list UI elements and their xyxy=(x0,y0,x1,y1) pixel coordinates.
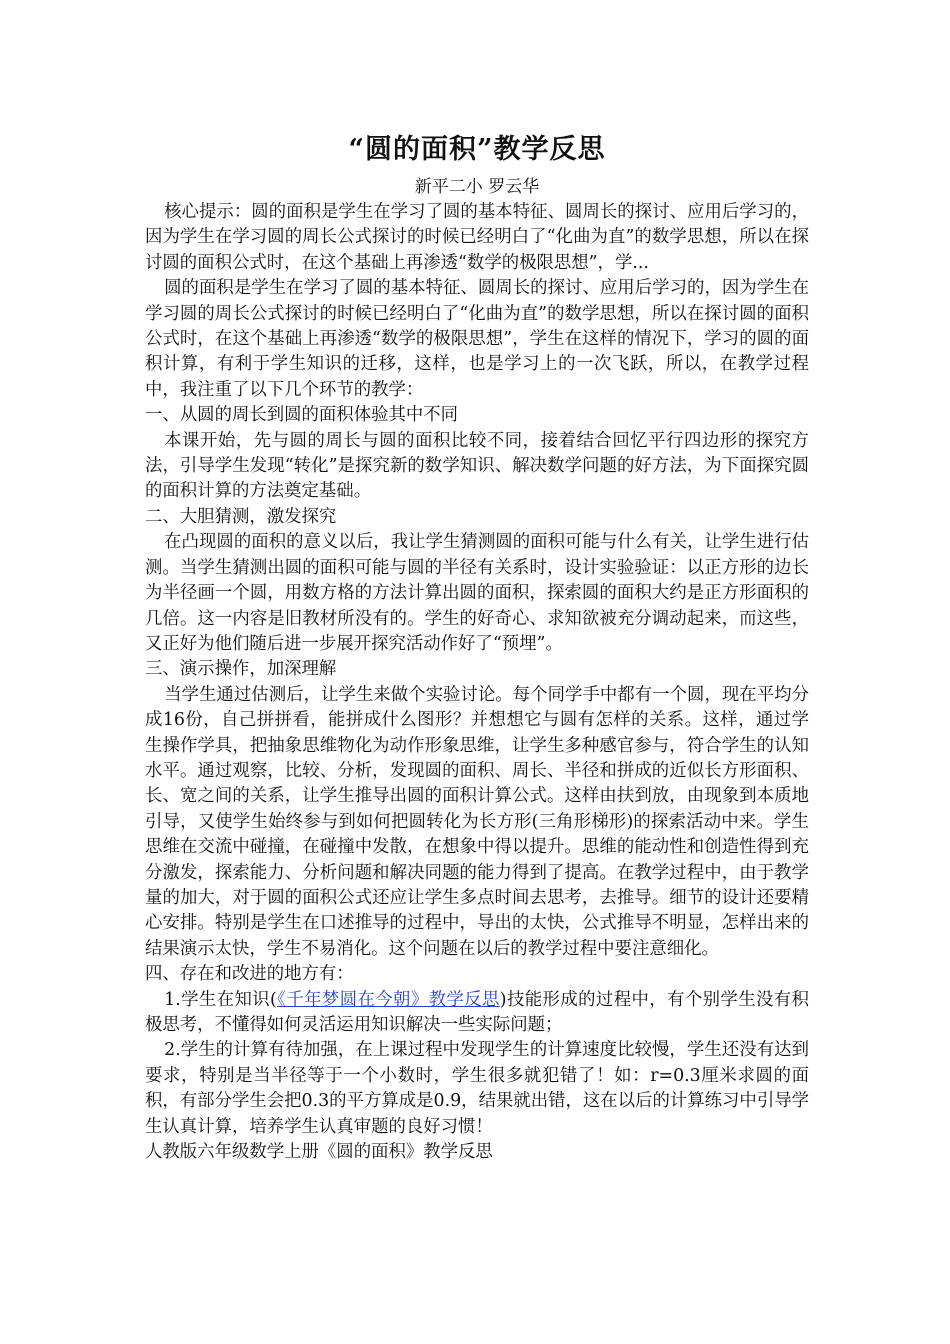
intro-paragraph: 圆的面积是学生在学习了圆的基本特征、圆周长的探讨、应用后学习的，因为学生在学习圆的周长公式探讨的时候已经明白了“化曲为直”的数学思想，所以在探讨圆的面积公式时，在这个基础上再渗透“数学的极限思想”，学生在这样的情况下，学习的圆的面积计算，有利于学生知识的迁移，这样，也是学习上的一次飞跃，所以，在教学过程中，我注重了以下几个环节的教学： xyxy=(145,278,809,400)
section-1-body: 本课开始，先与圆的周长与圆的面积比较不同，接着结合回忆平行四边形的探究方法，引导学生发现“转化”是探究新的数学知识、解决数学问题的好方法，为下面探究圆的面积计算的方法奠定基础。 xyxy=(145,430,809,502)
related-article-link[interactable]: 《千年梦圆在今朝》教学反思 xyxy=(276,989,500,1010)
document-body xyxy=(145,128,809,1165)
improvement-item-1 xyxy=(145,988,809,1039)
improvement-item-2: 2.学生的计算有待加强，在上课过程中发现学生的计算速度比较慢，学生还没有达到要求，特别是当半径等于一个小数时，学生很多就犯错了！如：r=0.3厘米求圆的面积，有部分学生会把0.3的平方算成是0.9，结果就出错，这在以后的计算练习中引导学生认真计算，培养学生认真审题的良好习惯！ xyxy=(145,1040,809,1137)
summary-paragraph: 核心提示：圆的面积是学生在学习了圆的基本特征、圆周长的探讨、应用后学习的，因为学生在学习圆的周长公式探讨的时候已经明白了“化曲为直”的数学思想，所以在探讨圆的面积公式时，在这个基础上再渗透“数学的极限思想”，学... xyxy=(145,202,809,273)
section-3-body: 当学生通过估测后，让学生来做个实验讨论。每个同学手中都有一个圆，现在平均分成16份，自己拼拼看，能拼成什么图形？并想想它与圆有怎样的关系。这样，通过学生操作学具，把抽象思维物化为动作形象思维，让学生多种感官参与，符合学生的认知水平。通过观察，比较、分析，发现圆的面积、周长、半径和拼成的近似长方形面积、长、宽之间的关系，让学生推导出圆的面积计算公式。这样由扶到放，由现象到本质地引导，又使学生始终参与到如何把圆转化为长方形(三角形梯形)的探索活动中来。学生思维在交流中碰撞，在碰撞中发散，在想象中得以提升。思维的能动性和创造性得到充分激发，探索能力、分析问题和解决同题的能力得到了提高。在教学过程中，由于教学量的加大，对于圆的面积公式还应让学生多点时间去思考，去推导。细节的设计还要精心安排。特别是学生在口述推导的过程中，导出的太快，公式推导不明显，怎样出来的结果演示太快，学生不易消化。这个问题在以后的教学过程中要注意细化。 xyxy=(145,684,809,959)
section-2-body: 在凸现圆的面积的意义以后，我让学生猜测圆的面积可能与什么有关，让学生进行估测。当学生猜测出圆的面积可能与圆的半径有关系时，设计实验验证：以正方形的边长为半径画一个圆，用数方格的方法计算出圆的面积，探索圆的面积大约是正方形面积的几倍。这一内容是旧教材所没有的。学生的好奇心、求知欲被充分调动起来，而这些，又正好为他们随后进一步展开探究活动作好了“预埋”。 xyxy=(145,532,809,654)
document-footer-line: 人教版六年级数学上册《圆的面积》教学反思 xyxy=(145,1142,493,1163)
section-1-heading: 一、从圆的周长到圆的面积体验其中不同 xyxy=(145,405,459,426)
document-title: “圆的面积”教学反思 xyxy=(348,134,606,165)
section-3-heading: 三、演示操作，加深理解 xyxy=(145,659,337,680)
section-4-heading: 四、存在和改进的地方有： xyxy=(145,964,354,985)
item-1-text-before: 1.学生在知识( xyxy=(164,989,277,1010)
item-1-text-after: )技能形成的过程中，有个别学生没有积极思考，不懂得如何灵活运用知识解决一些实际问题； xyxy=(145,989,809,1035)
document-author: 新平二小 罗云华 xyxy=(414,177,540,197)
section-2-heading: 二、大胆猜测，激发探究 xyxy=(145,506,337,527)
